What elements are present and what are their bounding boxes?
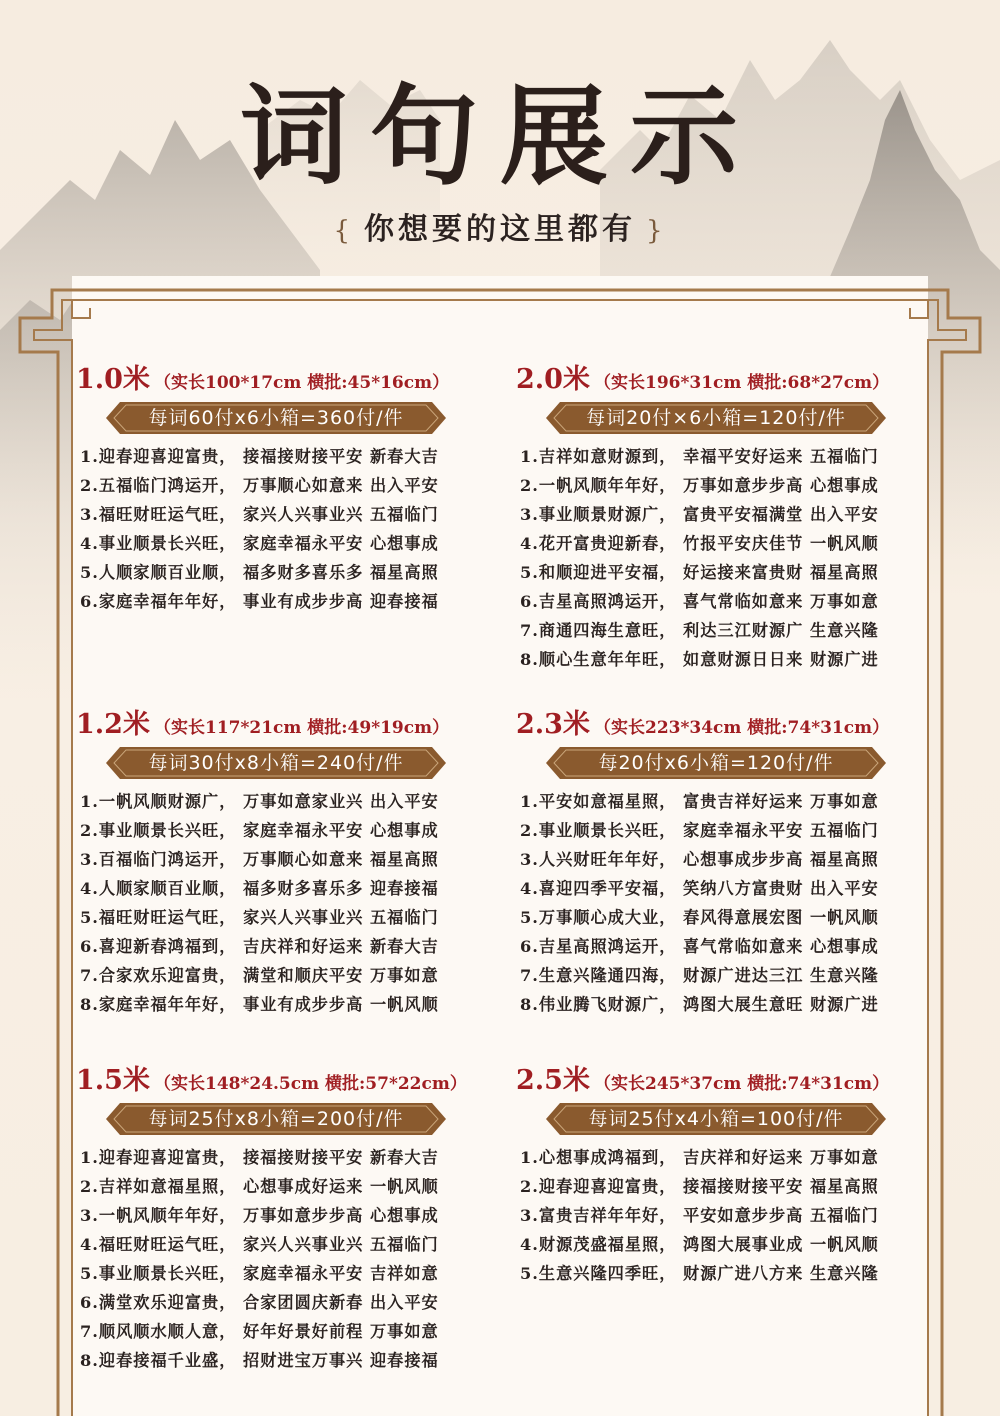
size-label: 2.0米 bbox=[516, 364, 590, 395]
phrase-line: 6.满堂欢乐迎富贵， 合家团圆庆新春 出入平安 bbox=[80, 1293, 439, 1312]
section-2-5m bbox=[516, 1061, 936, 1288]
section-header bbox=[516, 360, 936, 400]
packing-banner bbox=[546, 747, 886, 779]
phrase-line: 6.吉星高照鸿运开， 喜气常临如意来 万事如意 bbox=[520, 592, 879, 611]
phrase-line: 1.一帆风顺财源广， 万事如意家业兴 出入平安 bbox=[80, 792, 439, 811]
phrase-line: 2.五福临门鸿运开， 万事顺心如意来 出入平安 bbox=[80, 476, 439, 495]
phrase-line: 4.喜迎四季平安福， 笑纳八方富贵财 出入平安 bbox=[520, 879, 879, 898]
packing-text: 每20付x6小箱=120付/件 bbox=[598, 752, 834, 774]
phrase-list bbox=[516, 442, 936, 674]
phrase-list bbox=[516, 787, 936, 1019]
spec-label: （实长223*34cm 横批:74*31cm） bbox=[593, 718, 890, 738]
phrase-line: 1.迎春迎喜迎富贵， 接福接财接平安 新春大吉 bbox=[80, 447, 439, 466]
phrase-line: 5.生意兴隆四季旺， 财源广进八方来 生意兴隆 bbox=[520, 1264, 879, 1283]
phrase-line: 5.万事顺心成大业， 春风得意展宏图 一帆风顺 bbox=[520, 908, 879, 927]
phrase-line: 2.事业顺景长兴旺， 家庭幸福永平安 五福临门 bbox=[520, 821, 879, 840]
section-2-3m bbox=[516, 705, 936, 1019]
phrase-line: 8.顺心生意年年旺， 如意财源日日来 财源广进 bbox=[520, 650, 879, 669]
phrase-line: 6.家庭幸福年年好， 事业有成步步高 迎春接福 bbox=[80, 592, 439, 611]
phrase-line: 1.迎春迎喜迎富贵， 接福接财接平安 新春大吉 bbox=[80, 1148, 439, 1167]
section-1-2m bbox=[76, 705, 496, 1019]
phrase-line: 7.生意兴隆通四海， 财源广进达三江 生意兴隆 bbox=[520, 966, 879, 985]
spec-label: （实长148*24.5cm 横批:57*22cm） bbox=[153, 1074, 467, 1094]
packing-text: 每词25付x8小箱=200付/件 bbox=[148, 1108, 404, 1130]
phrase-line: 5.事业顺景长兴旺， 家庭幸福永平安 吉祥如意 bbox=[80, 1264, 439, 1283]
packing-banner bbox=[106, 1103, 446, 1135]
phrase-list bbox=[76, 787, 496, 1019]
packing-text: 每词25付x4小箱=100付/件 bbox=[588, 1108, 844, 1130]
phrase-line: 1.心想事成鸿福到， 吉庆祥和好运来 万事如意 bbox=[520, 1148, 879, 1167]
phrase-list bbox=[516, 1143, 936, 1288]
phrase-line: 2.一帆风顺年年好， 万事如意步步高 心想事成 bbox=[520, 476, 879, 495]
phrase-list bbox=[76, 1143, 496, 1375]
spec-label: （实长100*17cm 横批:45*16cm） bbox=[153, 373, 450, 393]
phrase-line: 3.百福临门鸿运开， 万事顺心如意来 福星高照 bbox=[80, 850, 439, 869]
phrase-line: 7.商通四海生意旺， 利达三江财源广 生意兴隆 bbox=[520, 621, 879, 640]
phrase-line: 4.花开富贵迎新春， 竹报平安庆佳节 一帆风顺 bbox=[520, 534, 879, 553]
phrase-line: 8.伟业腾飞财源广， 鸿图大展生意旺 财源广进 bbox=[520, 995, 879, 1014]
page-subtitle: 你想要的这里都有 bbox=[364, 212, 636, 247]
phrase-line: 7.顺风顺水顺人意， 好年好景好前程 万事如意 bbox=[80, 1322, 439, 1341]
phrase-line: 3.人兴财旺年年好， 心想事成步步高 福星高照 bbox=[520, 850, 879, 869]
phrase-line: 4.事业顺景长兴旺， 家庭幸福永平安 心想事成 bbox=[80, 534, 439, 553]
section-header bbox=[76, 1061, 496, 1101]
left-brace: { bbox=[333, 216, 354, 246]
spec-label: （实长196*31cm 横批:68*27cm） bbox=[593, 373, 890, 393]
section-2-0m bbox=[516, 360, 936, 674]
phrase-line: 6.吉星高照鸿运开， 喜气常临如意来 心想事成 bbox=[520, 937, 879, 956]
phrase-line: 8.迎春接福千业盛， 招财进宝万事兴 迎春接福 bbox=[80, 1351, 439, 1370]
packing-banner bbox=[106, 747, 446, 779]
phrase-line: 4.财源茂盛福星照， 鸿图大展事业成 一帆风顺 bbox=[520, 1235, 879, 1254]
packing-text: 每词20付×6小箱=120付/件 bbox=[586, 407, 846, 429]
phrase-line: 3.一帆风顺年年好， 万事如意步步高 心想事成 bbox=[80, 1206, 439, 1225]
section-1-5m bbox=[76, 1061, 496, 1375]
phrase-line: 2.迎春迎喜迎富贵， 接福接财接平安 福星高照 bbox=[520, 1177, 879, 1196]
phrase-line: 5.福旺财旺运气旺， 家兴人兴事业兴 五福临门 bbox=[80, 908, 439, 927]
phrase-line: 4.福旺财旺运气旺， 家兴人兴事业兴 五福临门 bbox=[80, 1235, 439, 1254]
packing-banner bbox=[106, 402, 446, 434]
right-brace: } bbox=[646, 216, 667, 246]
phrase-line: 2.事业顺景长兴旺， 家庭幸福永平安 心想事成 bbox=[80, 821, 439, 840]
phrase-line: 5.人顺家顺百业顺， 福多财多喜乐多 福星高照 bbox=[80, 563, 439, 582]
phrase-line: 7.合家欢乐迎富贵， 满堂和顺庆平安 万事如意 bbox=[80, 966, 439, 985]
phrase-line: 5.和顺迎进平安福， 好运接来富贵财 福星高照 bbox=[520, 563, 879, 582]
packing-text: 每词30付x8小箱=240付/件 bbox=[148, 752, 404, 774]
packing-text: 每词60付x6小箱=360付/件 bbox=[148, 407, 404, 429]
phrase-list bbox=[76, 442, 496, 616]
phrase-line: 3.富贵吉祥年年好， 平安如意步步高 五福临门 bbox=[520, 1206, 879, 1225]
phrase-line: 2.吉祥如意福星照， 心想事成好运来 一帆风顺 bbox=[80, 1177, 439, 1196]
packing-banner bbox=[546, 402, 886, 434]
phrase-line: 3.事业顺景财源广， 富贵平安福满堂 出入平安 bbox=[520, 505, 879, 524]
phrase-line: 4.人顺家顺百业顺， 福多财多喜乐多 迎春接福 bbox=[80, 879, 439, 898]
phrase-line: 1.平安如意福星照， 富贵吉祥好运来 万事如意 bbox=[520, 792, 879, 811]
size-label: 2.3米 bbox=[516, 709, 590, 740]
size-label: 2.5米 bbox=[516, 1065, 590, 1096]
phrase-line: 3.福旺财旺运气旺， 家兴人兴事业兴 五福临门 bbox=[80, 505, 439, 524]
phrase-line: 6.喜迎新春鸿福到， 吉庆祥和好运来 新春大吉 bbox=[80, 937, 439, 956]
spec-label: （实长245*37cm 横批:74*31cm） bbox=[593, 1074, 890, 1094]
section-header bbox=[516, 1061, 936, 1101]
spec-label: （实长117*21cm 横批:49*19cm） bbox=[153, 718, 450, 738]
size-label: 1.5米 bbox=[76, 1065, 150, 1096]
packing-banner bbox=[546, 1103, 886, 1135]
phrase-line: 1.吉祥如意财源到， 幸福平安好运来 五福临门 bbox=[520, 447, 879, 466]
page-title: 词句展示 bbox=[239, 74, 760, 200]
phrase-line: 8.家庭幸福年年好， 事业有成步步高 一帆风顺 bbox=[80, 995, 439, 1014]
section-1-0m bbox=[76, 360, 496, 616]
section-header bbox=[516, 705, 936, 745]
section-header bbox=[76, 705, 496, 745]
size-label: 1.2米 bbox=[76, 709, 150, 740]
size-label: 1.0米 bbox=[76, 364, 150, 395]
section-header bbox=[76, 360, 496, 400]
